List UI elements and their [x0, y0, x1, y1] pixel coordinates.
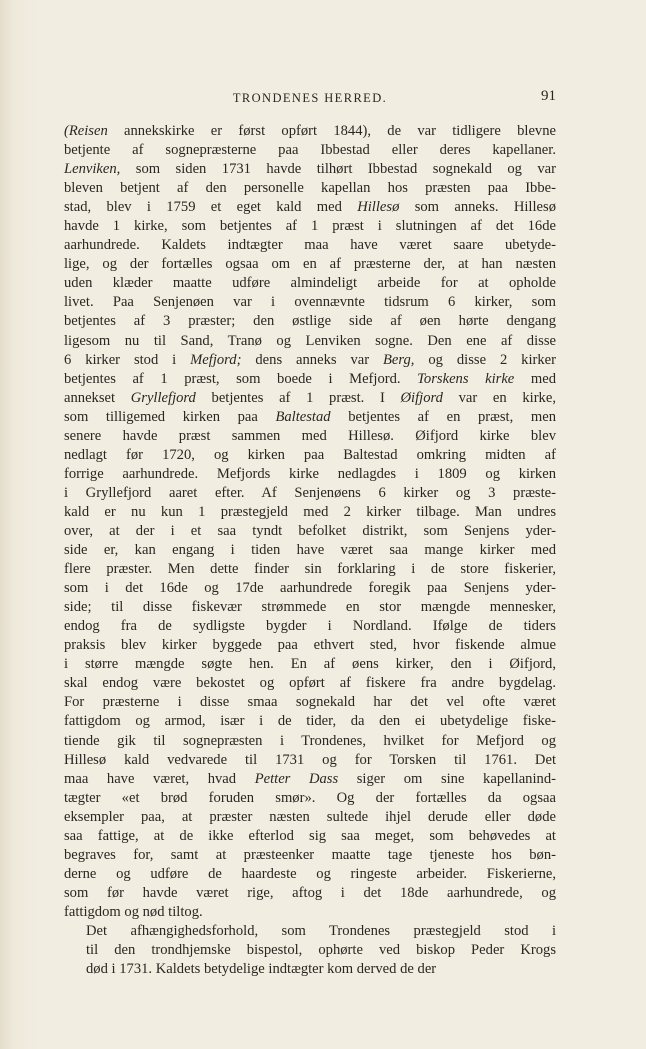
page-number: 91 [541, 88, 556, 104]
text-segment: betjentes af 3 præster; den østlige side af øen hørte dengang [64, 313, 556, 330]
text-line [64, 370, 556, 389]
text-segment: kald er nu kun 1 præstegjeld med 2 kirker tilbage. Man undres [64, 503, 556, 520]
text-segment: betjente af sognepræsterne paa Ibbestad eller deres kapellaner. [64, 142, 556, 159]
italic-text: Baltestad [275, 408, 331, 425]
text-line [64, 522, 556, 541]
text-segment: som før havde været rige, aftog i det 18de aarhundrede, og [64, 884, 556, 901]
text-segment: som anneks. Hillesø [399, 199, 556, 216]
text-line [64, 693, 556, 712]
text-line [64, 579, 556, 598]
italic-text: Mefjord; [190, 351, 242, 368]
text-line [64, 941, 556, 960]
text-line [64, 712, 556, 731]
text-segment: uden klæder maatte udføre almindeligt arbeide for at opholde [64, 275, 556, 292]
text-line [64, 427, 556, 446]
body-text [64, 122, 556, 979]
text-segment: død i 1731. Kaldets betydelige indtægter kom derved de der [86, 961, 437, 978]
text-line [64, 808, 556, 827]
text-segment: annekset [64, 389, 131, 406]
italic-text: Hillesø [357, 199, 400, 216]
italic-text: Lenviken, [64, 161, 121, 178]
text-line [64, 274, 556, 293]
text-segment: som siden 1731 havde tilhørt Ibbestad sognekald og var [120, 161, 556, 178]
text-segment: begraves for, samt at præsteenker maatte tage tjeneste hos bøn- [64, 846, 556, 863]
text-line [64, 884, 556, 903]
text-line [64, 198, 556, 217]
text-line [64, 922, 556, 941]
text-line [64, 865, 556, 884]
text-segment: betjentes af en præst, men [330, 408, 556, 425]
text-line [64, 122, 556, 141]
text-line [64, 179, 556, 198]
text-segment: senere havde præst sammen med Hillesø. Øifjord kirke blev [64, 427, 556, 444]
text-segment: siger om sine kapellanind- [338, 770, 556, 787]
text-line [64, 617, 556, 636]
text-segment: skal endog være bekostet og opført af fiskere fra andre bygdelag. [64, 675, 556, 692]
running-head: TRONDENES HERRED. [232, 91, 388, 105]
text-segment: eksempler paa, at præster næsten sultede ihjel derude eller døde [64, 808, 556, 825]
italic-text: Øifjord [400, 389, 443, 406]
text-line [64, 484, 556, 503]
text-line [64, 217, 556, 236]
text-line [64, 636, 556, 655]
text-segment: aarhundrede. Kaldets indtægter maa have været saare ubetyde- [64, 237, 556, 254]
text-segment: derne og udføre de haardeste og ringeste arbeider. Fiskerierne, [64, 865, 556, 882]
text-line [64, 503, 556, 522]
text-line [64, 312, 556, 331]
text-line [64, 236, 556, 255]
text-segment: endog fra de sydligste bygder i Nordland. Ifølge de tiders [64, 618, 556, 635]
text-line [64, 751, 556, 770]
text-line [64, 408, 556, 427]
paragraph [64, 122, 556, 922]
text-segment: annekskirke er først opført 1844), de var tidligere blevne [107, 123, 556, 139]
page-header [64, 88, 556, 108]
text-line [64, 655, 556, 674]
text-segment: maa have været, hvad [64, 770, 255, 787]
text-line [64, 351, 556, 370]
text-segment: tiende gik til sognepræsten i Trondenes, hvilket for Mefjord og [64, 732, 556, 749]
text-line [64, 389, 556, 408]
text-line [64, 293, 556, 312]
text-segment: og disse 2 kirker [414, 351, 556, 368]
text-line [64, 846, 556, 865]
italic-text: Petter Dass [254, 770, 339, 787]
text-line [64, 789, 556, 808]
text-segment: til den trondhjemske bispestol, ophørte ved biskop Peder Krogs [86, 942, 556, 959]
text-line [64, 446, 556, 465]
text-line [64, 465, 556, 484]
text-segment: Hillesø kald vedvarede til 1731 og for Torsken til 1761. Det [64, 751, 556, 768]
text-segment: i Gryllefjord aaret efter. Af Senjenøens 6 kirker og 3 præste- [64, 484, 556, 501]
text-segment: fattigdom og nød tiltog. [64, 903, 203, 920]
text-line [64, 960, 556, 979]
text-segment: ligesom nu til Sand, Tranø og Lenviken sogne. Den ene af disse [64, 332, 556, 349]
text-segment: 6 kirker stod i [64, 351, 191, 368]
text-segment: nedlagt før 1720, og kirken paa Baltestad omkring midten af [64, 446, 556, 463]
text-line [64, 255, 556, 274]
text-segment: lige, og der fortælles ogsaa om en af præsterne der, at han næsten [64, 256, 556, 273]
italic-text: (Reisen [64, 123, 108, 139]
text-segment: side; til disse fiskevær strømmede en stor mængde mennesker, [64, 599, 556, 616]
text-line [64, 770, 556, 789]
text-line [64, 541, 556, 560]
text-segment: livet. Paa Senjenøen var i ovennævnte tidsrum 6 kirker, som [64, 294, 556, 311]
italic-text: Gryllefjord [130, 389, 196, 406]
text-line [64, 674, 556, 693]
text-line [64, 903, 556, 922]
text-segment: som i det 16de og 17de aarhundrede foregik paa Senjens yder- [64, 580, 556, 597]
text-segment: i større mængde søgte hen. En af øens kirker, den i Øifjord, [64, 656, 556, 673]
text-segment: saa fattige, at de ikke efterlod sig saa meget, som behøvedes at [64, 827, 556, 844]
text-segment: Det afhængighedsforhold, som Trondenes præstegjeld stod i [86, 922, 556, 939]
text-segment: side er, kan engang i tiden have været saa mange kirker med [64, 542, 556, 559]
italic-text: Torskens kirke [417, 370, 515, 387]
text-segment: bleven betjent af den personelle kapellan hos præsten paa Ibbe- [64, 180, 556, 197]
text-segment: tægter «et brød foruden smør». Og der fortælles da ogsaa [64, 789, 556, 806]
text-segment: var en kirke, [442, 389, 556, 406]
text-segment: flere præster. Men dette finder sin forklaring i de store fiskerier, [64, 561, 556, 578]
paragraph [64, 922, 556, 979]
text-line [64, 827, 556, 846]
text-line [64, 598, 556, 617]
text-segment: forrige aarhundrede. Mefjords kirke nedlagdes i 1809 og kirken [64, 465, 556, 482]
text-line [64, 732, 556, 751]
text-segment: over, at der i et saa tyndt befolket distrikt, som Senjens yder- [64, 522, 556, 539]
text-line [64, 141, 556, 160]
text-line [64, 160, 556, 179]
text-segment: havde 1 kirke, som betjentes af 1 præst i slutningen af det 16de [64, 218, 556, 235]
text-segment: praksis blev kirker byggede paa ethvert sted, hvor fiskende almue [64, 637, 556, 654]
text-line [64, 560, 556, 579]
text-segment: dens anneks var [241, 351, 383, 368]
text-segment: For præsterne i disse smaa sognekald har det vel ofte været [64, 694, 556, 711]
text-line [64, 332, 556, 351]
text-segment: som tilligemed kirken paa [64, 408, 276, 425]
text-segment: betjentes af 1 præst. I [195, 389, 401, 406]
text-segment: betjentes af 1 præst, som boede i Mefjord. [64, 370, 418, 387]
italic-text: Berg, [382, 351, 415, 368]
text-segment: fattigdom og armod, især i de tider, da den ei ubetydelige fiske- [64, 713, 556, 730]
text-segment: med [514, 370, 556, 387]
text-segment: stad, blev i 1759 et eget kald med [64, 199, 358, 216]
